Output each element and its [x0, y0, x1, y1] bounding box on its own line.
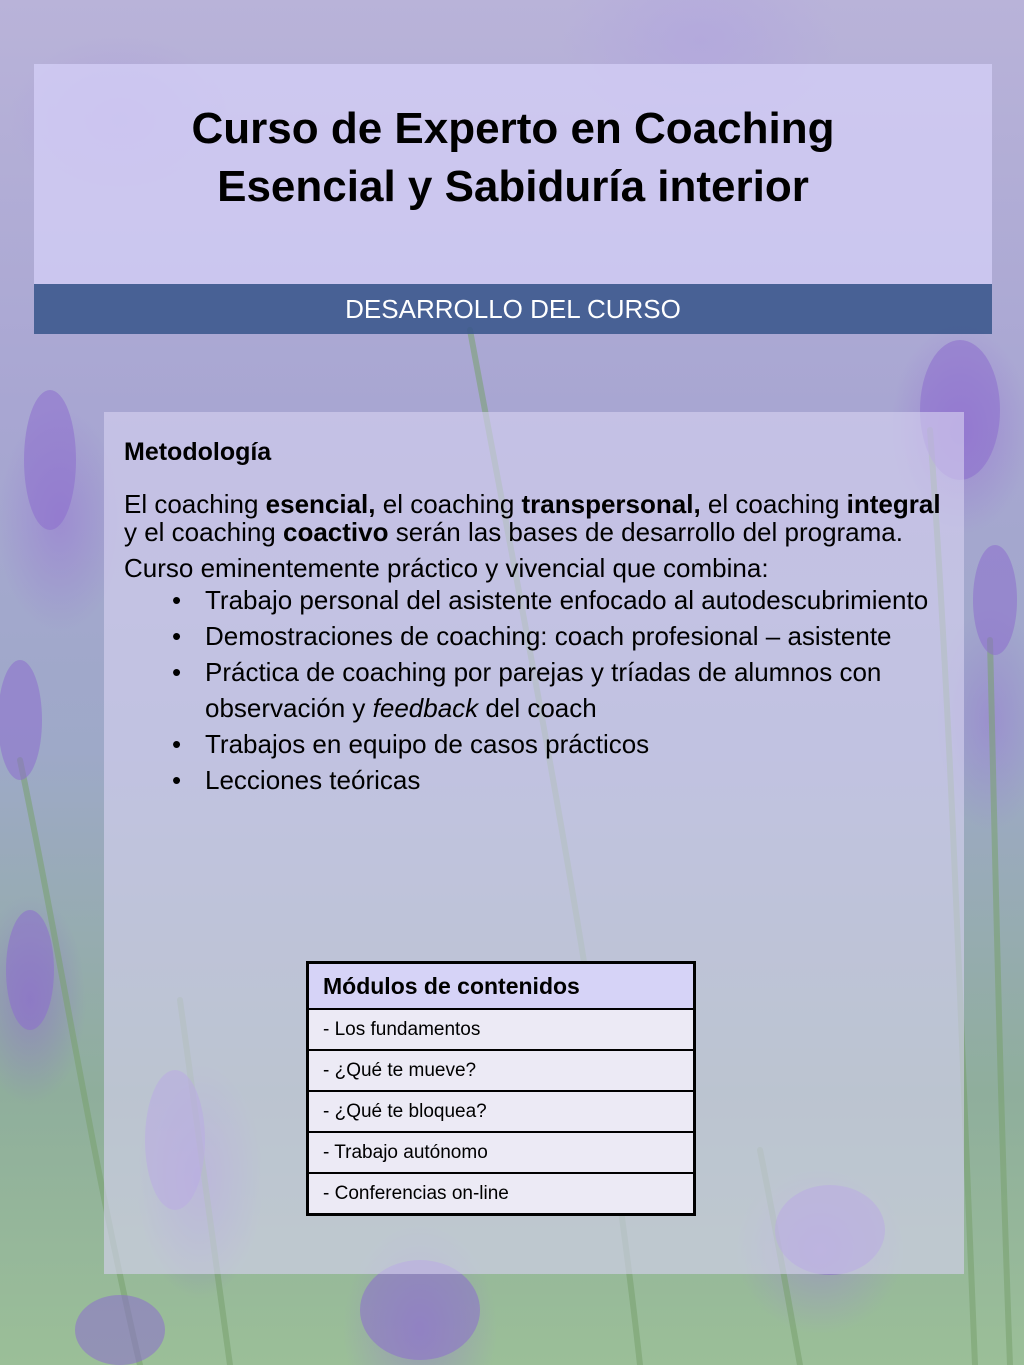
modules-table-header: Módulos de contenidos	[308, 963, 695, 1010]
methodology-bullet-list	[124, 582, 954, 798]
text-segment: serán las bases de desarrollo del programa.	[388, 517, 903, 547]
list-item	[124, 654, 954, 726]
text-segment: el coaching	[375, 489, 522, 519]
text-segment: Práctica de coaching por parejas y tríadas de alumnos con observación y	[205, 657, 882, 723]
bullet-icon: •	[172, 585, 182, 615]
bullet-icon: •	[172, 657, 182, 687]
text-segment: y el coaching	[124, 517, 283, 547]
table-cell: - ¿Qué te mueve?	[308, 1050, 695, 1091]
bold-transpersonal: transpersonal,	[521, 489, 701, 519]
table-cell: - Trabajo autónomo	[308, 1132, 695, 1173]
table-row	[308, 1091, 695, 1132]
list-item-text: Trabajo personal del asistente enfocado al autodescubrimiento	[205, 585, 929, 615]
section-subtitle-bar	[34, 284, 992, 334]
list-item	[124, 582, 954, 618]
table-row	[308, 1173, 695, 1215]
page-title	[34, 100, 992, 216]
list-item	[124, 762, 954, 798]
bullet-icon: •	[172, 765, 182, 795]
page-title-line-2: Esencial y Sabiduría interior	[217, 162, 809, 211]
list-item	[124, 726, 954, 762]
bold-coactivo: coactivo	[282, 517, 389, 547]
bullet-icon: •	[172, 621, 182, 651]
text-segment: del coach	[478, 693, 597, 723]
list-item	[124, 618, 954, 654]
table-header-row	[308, 963, 695, 1010]
methodology-paragraph-2: Curso eminentemente práctico y vivencial que combina:	[124, 553, 769, 583]
table-row	[308, 1050, 695, 1091]
table-row	[308, 1132, 695, 1173]
list-item-text: Demostraciones de coaching: coach profesional – asistente	[205, 621, 892, 651]
table-row	[308, 1009, 695, 1050]
methodology-section	[124, 436, 954, 798]
text-segment: El coaching	[124, 489, 266, 519]
italic-feedback: feedback	[372, 693, 479, 723]
methodology-heading: Metodología	[124, 438, 272, 466]
bold-integral: integral	[846, 489, 941, 519]
list-item-text	[205, 657, 881, 723]
list-item-text: Lecciones teóricas	[205, 765, 421, 795]
modules-table	[306, 961, 696, 1216]
page-title-line-1: Curso de Experto en Coaching	[191, 104, 835, 153]
bullet-icon: •	[172, 729, 182, 759]
methodology-paragraph-1	[124, 490, 954, 546]
table-cell: - Conferencias on-line	[308, 1173, 695, 1215]
bold-esencial: esencial,	[265, 489, 376, 519]
table-cell: - ¿Qué te bloquea?	[308, 1091, 695, 1132]
table-cell: - Los fundamentos	[308, 1009, 695, 1050]
section-subtitle: DESARROLLO DEL CURSO	[345, 294, 681, 324]
text-segment: el coaching	[700, 489, 847, 519]
list-item-text: Trabajos en equipo de casos prácticos	[205, 729, 650, 759]
